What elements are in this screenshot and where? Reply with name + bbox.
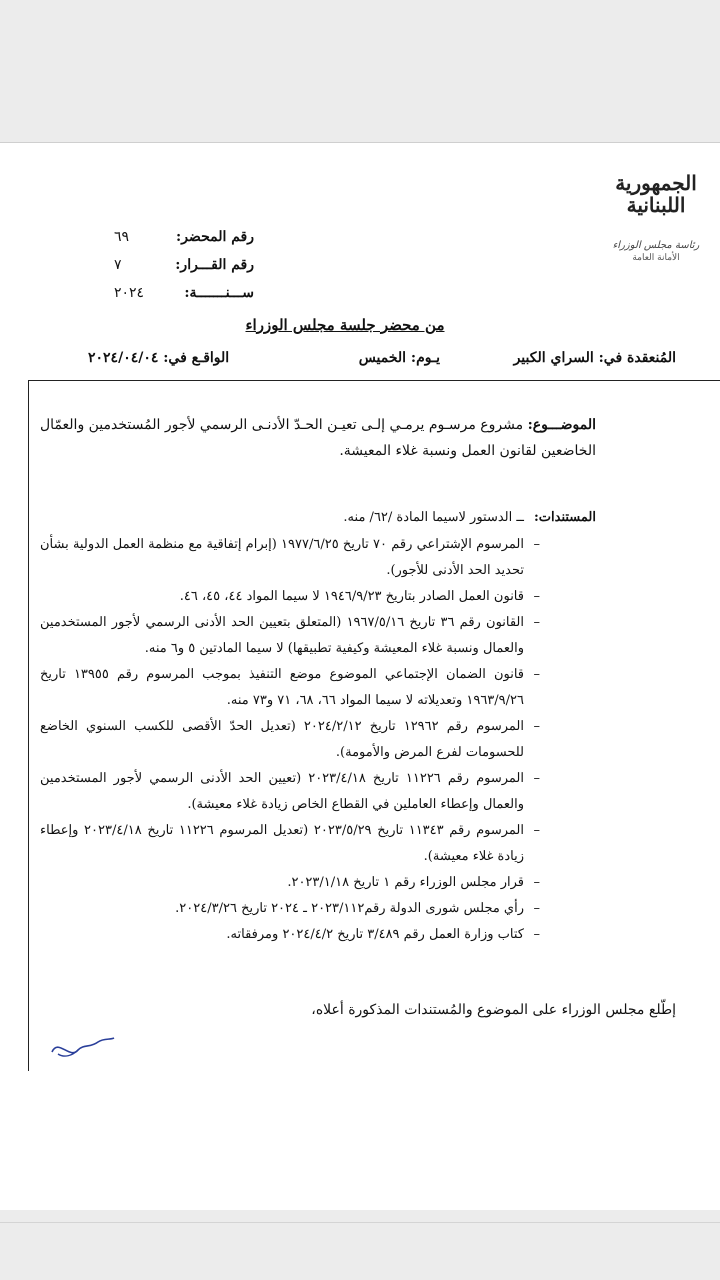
list-item: – المرسوم الإشتراعي رقم ٧٠ تاريخ ١٩٧٧/٦/٢٥ (إبرام إتفاقية مع منظمة العمل الدولية بشأن تحديد الحد الأدنى للأجور). — [40, 532, 540, 584]
list-item: – المرسوم رقم ١١٢٢٦ تاريخ ٢٠٢٣/٤/١٨ (تعيين الحد الأدنى الرسمي لأجور المستخدمين والعمال وإعطاء العاملين في القطاع الخاص زيادة غلاء معيشة). — [40, 766, 540, 818]
subject-paragraph — [40, 412, 596, 464]
year-label: ســـنـــــــة: — [184, 285, 254, 301]
documents-list — [40, 532, 540, 948]
minutes-row — [114, 226, 254, 254]
year-value: ٢٠٢٤ — [114, 285, 145, 301]
list-item: – قانون العمل الصادر بتاريخ ١٩٤٦/٩/٢٣ لا سيما المواد ٤٤، ٤٥، ٤٦. — [40, 584, 540, 610]
decision-row — [114, 254, 254, 282]
closing-sentence: إطّلع مجلس الوزراء على الموضوع والمُستندات المذكورة أعلاه، — [311, 1002, 676, 1018]
decision-label: رقم القـــرار: — [175, 257, 254, 273]
minutes-value: ٦٩ — [114, 229, 130, 245]
list-item: – كتاب وزارة العمل رقم ٣/٤٨٩ تاريخ ٢٠٢٤/٤/٢ ومرفقاته. — [40, 922, 540, 948]
year-row — [114, 282, 254, 310]
meta-block — [114, 226, 254, 310]
emblem-title-1: الجمهورية — [615, 171, 697, 195]
subject-label: الموضـــوع: — [527, 417, 596, 433]
list-item: – رأي مجلس شورى الدولة رقم٢٠٢٣/١١٢ ـ ٢٠٢٤ تاريخ ٢٠٢٤/٣/٢٦. — [40, 896, 540, 922]
session-location: المُنعقدة في: السراي الكبير — [513, 350, 676, 366]
emblem-subtitle: رئاسة مجلس الوزراء — [612, 240, 700, 251]
emblem-title-2: اللبنانية — [626, 193, 686, 217]
handwritten-signature — [48, 1034, 118, 1064]
background-strip — [0, 1210, 720, 1280]
document-title: من محضر جلسة مجلس الوزراء — [245, 316, 445, 334]
minutes-label: رقم المحضر: — [176, 229, 254, 245]
divider — [0, 1222, 720, 1223]
list-item: – قانون الضمان الإجتماعي الموضوع موضع التنفيذ بموجب المرسوم رقم ١٣٩٥٥ تاريخ ١٩٦٣/٩/٢٦ وتعديلاته لا سيما المواد ٦٦، ٦٨، ٧١ و٧٣ منه. — [40, 662, 540, 714]
session-day: يـوم: الخميس — [358, 350, 440, 366]
session-date: الواقـع في: ٢٠٢٤/٠٤/٠٤ — [88, 350, 230, 366]
decision-value: ٧ — [114, 257, 122, 273]
list-item: – المرسوم رقم ١٢٩٦٢ تاريخ ٢٠٢٤/٢/١٢ (تعديل الحدّ الأقصى للكسب السنوي الخاضع للحسومات لفرع المرض والأمومة). — [40, 714, 540, 766]
list-item: – القانون رقم ٣٦ تاريخ ١٩٦٧/٥/١٦ (المتعلق بتعيين الحد الأدنى الرسمي لأجور المستخدمين والعمال ونسبة غلاء المعيشة وكيفية تطبيقها) لا سيما المادتين ٥ و٦ منه. — [40, 610, 540, 662]
subject-text: مشروع مرسـوم يرمـي إلـى تعيـن الحـدّ الأدنـى الرسمي لأجور المُستخدمين والعمّال الخاضعين لقانون العمل ونسبة غلاء المعيشة. — [40, 417, 596, 459]
documents-first-item: ــ الدستور لاسيما المادة /٦٢/ منه. — [343, 510, 524, 525]
emblem-subtitle-2: الأمانة العامة — [632, 253, 680, 263]
list-item: – المرسوم رقم ١١٣٤٣ تاريخ ٢٠٢٣/٥/٢٩ (تعديل المرسوم ١١٢٢٦ تاريخ ٢٠٢٣/٤/١٨ وإعطاء زيادة غلاء معيشة). — [40, 818, 540, 870]
documents-label: المستندات: — [533, 510, 596, 525]
republic-emblem — [610, 172, 702, 263]
list-item: – قرار مجلس الوزراء رقم ١ تاريخ ٢٠٢٣/١/١٨. — [40, 870, 540, 896]
